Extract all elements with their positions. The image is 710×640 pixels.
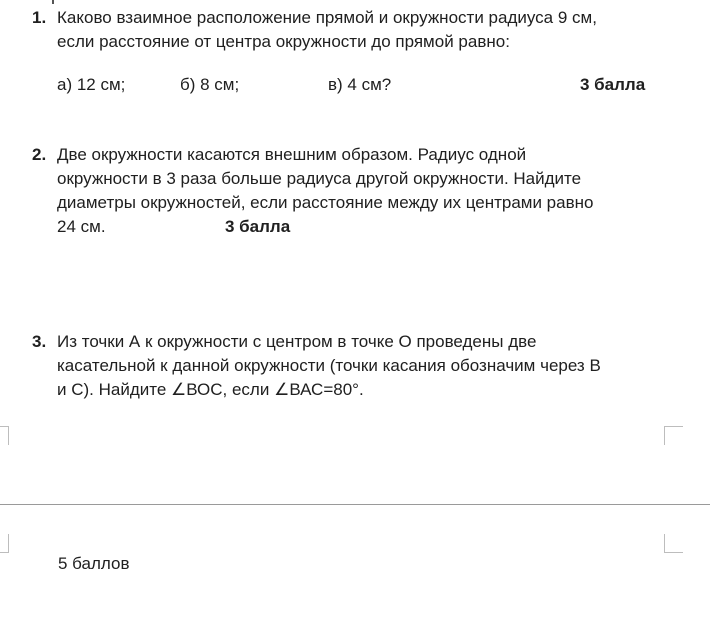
page-break-divider	[0, 504, 710, 505]
task-line: Каково взаимное расположение прямой и окружности радиуса 9 см,	[57, 8, 597, 27]
task-number: 2.	[32, 145, 47, 164]
task-line: касательной к данной окружности (точки касания обозначим через В	[57, 356, 601, 375]
margin-corner-top-right	[664, 426, 683, 445]
option-b: б) 8 см;	[180, 75, 240, 94]
task-number: 1.	[32, 8, 47, 27]
task-line: диаметры окружностей, если расстояние между их центрами равно	[57, 193, 594, 212]
option-c: в) 4 см?	[328, 75, 392, 94]
task-line: 24 см.	[57, 217, 106, 236]
task-text	[57, 143, 677, 239]
task-line: если расстояние от центра окружности до прямой равно:	[57, 32, 510, 51]
margin-corner-bottom-left	[0, 534, 9, 553]
task-text	[57, 330, 677, 402]
task-score: 3 балла	[225, 217, 291, 236]
margin-corner-top-left	[0, 426, 9, 445]
final-score: 5 баллов	[58, 554, 130, 573]
task-line: окружности в 3 раза больше радиуса другой окружности. Найдите	[57, 169, 582, 188]
task-text	[57, 6, 677, 54]
task-line: Из точки А к окружности с центром в точке О проведены две	[57, 332, 537, 351]
margin-corner-bottom-right	[664, 534, 683, 553]
task-line: Две окружности касаются внешним образом. Радиус одной	[57, 145, 527, 164]
task-line: и С). Найдите ∠ВОС, если ∠ВАС=80°.	[57, 380, 364, 399]
task-number: 3.	[32, 332, 47, 351]
option-a: а) 12 см;	[57, 75, 126, 94]
page-top-mark	[52, 0, 54, 4]
task-score: 3 балла	[580, 75, 646, 94]
